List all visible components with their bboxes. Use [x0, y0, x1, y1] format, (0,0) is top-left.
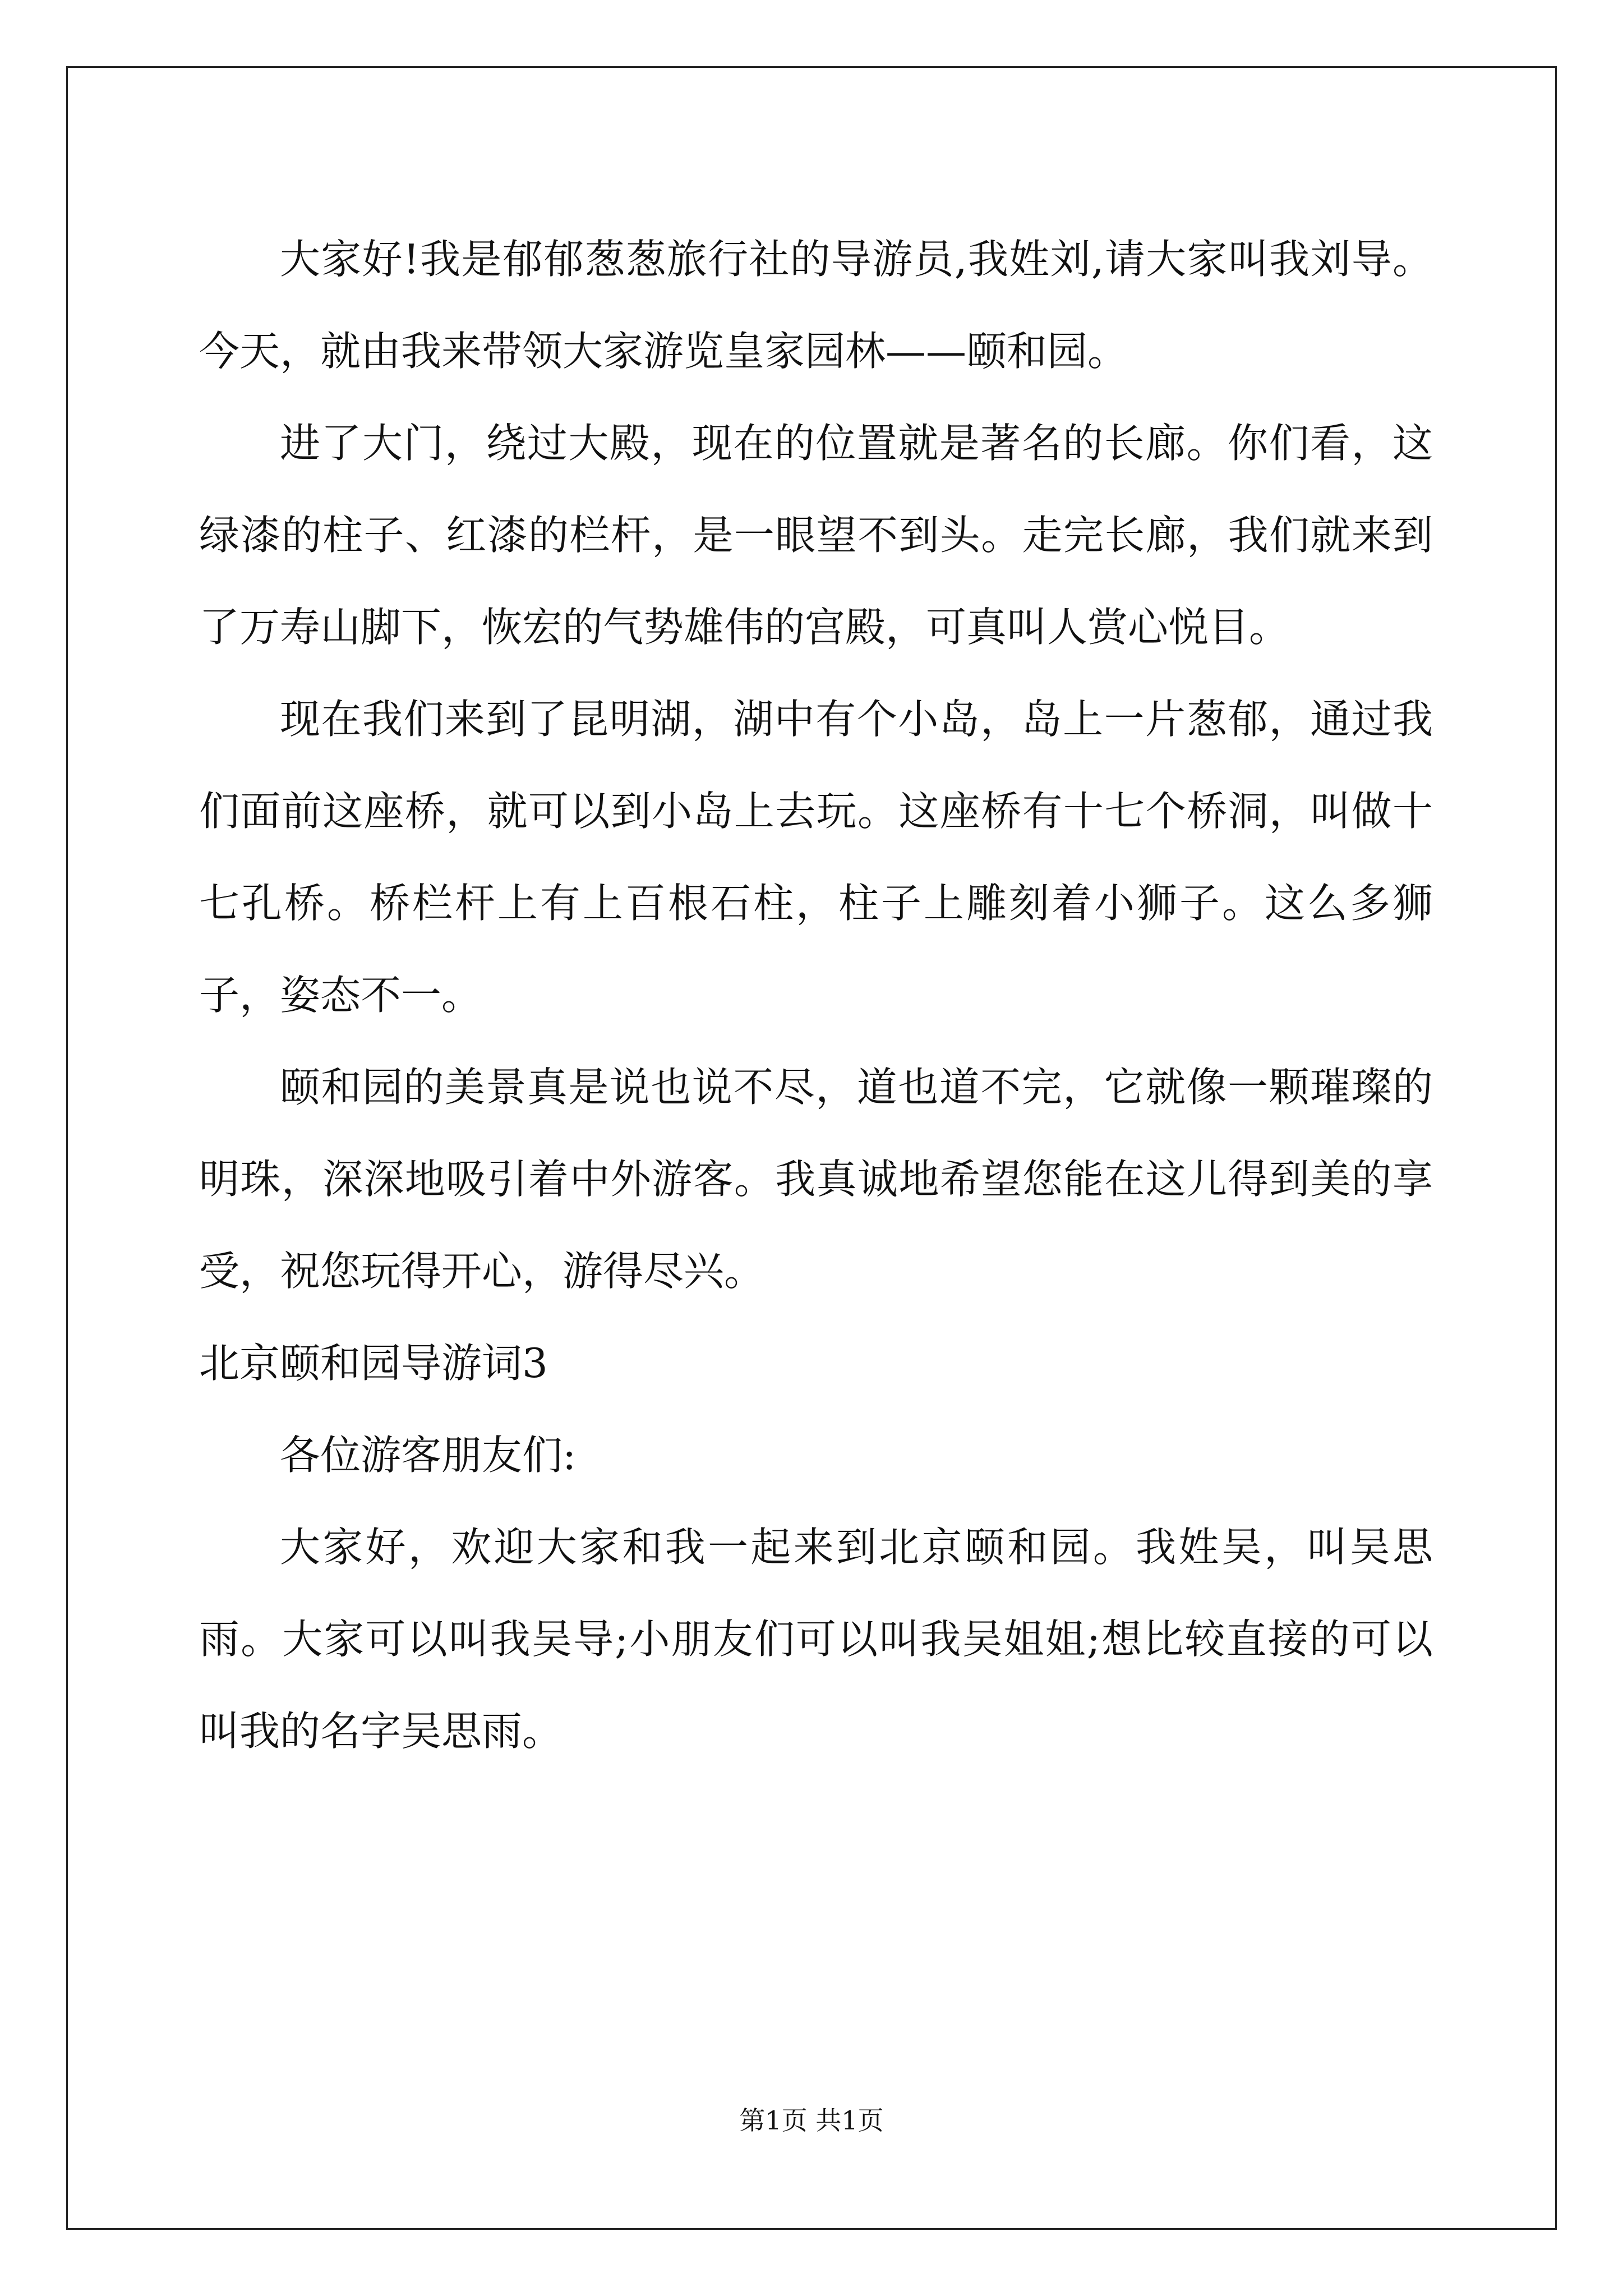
paragraph-kunming-lake: 现在我们来到了昆明湖，湖中有个小岛，岛上一片葱郁，通过我们面前这座桥，就可以到小岛上去玩。这座桥有十七个桥洞，叫做十七孔桥。桥栏杆上有上百根石柱，柱子上雕刻着小狮子。这么多狮子，姿态不一。 — [199, 696, 1433, 1019]
paragraph-greeting: 大家好!我是郁郁葱葱旅行社的导游员,我姓刘,请大家叫我刘导。今天，就由我来带领大家游览皇家园林——颐和园。 — [199, 236, 1433, 375]
section-title: 北京颐和园导游词3 — [199, 1340, 548, 1387]
paragraph-long-corridor: 进了大门，绕过大殿，现在的位置就是著名的长廊。你们看，这绿漆的柱子、红漆的栏杆，是一眼望不到头。走完长廊，我们就来到了万寿山脚下，恢宏的气势雄伟的宫殿，可真叫人赏心悦目。 — [199, 420, 1433, 651]
paragraph-introduction: 大家好，欢迎大家和我一起来到北京颐和园。我姓吴，叫吴思雨。大家可以叫我吴导;小朋友们可以叫我吴姐姐;想比较直接的可以叫我的名字吴思雨。 — [199, 1524, 1433, 1755]
paragraph-conclusion: 颐和园的美景真是说也说不尽，道也道不完，它就像一颗璀璨的明珠，深深地吸引着中外游客。我真诚地希望您能在这儿得到美的享受，祝您玩得开心，游得尽兴。 — [199, 1064, 1433, 1295]
document-body — [199, 213, 1433, 1777]
paragraph-salutation: 各位游客朋友们: — [280, 1432, 577, 1479]
page-footer: 第1页 共1页 — [739, 2105, 884, 2136]
